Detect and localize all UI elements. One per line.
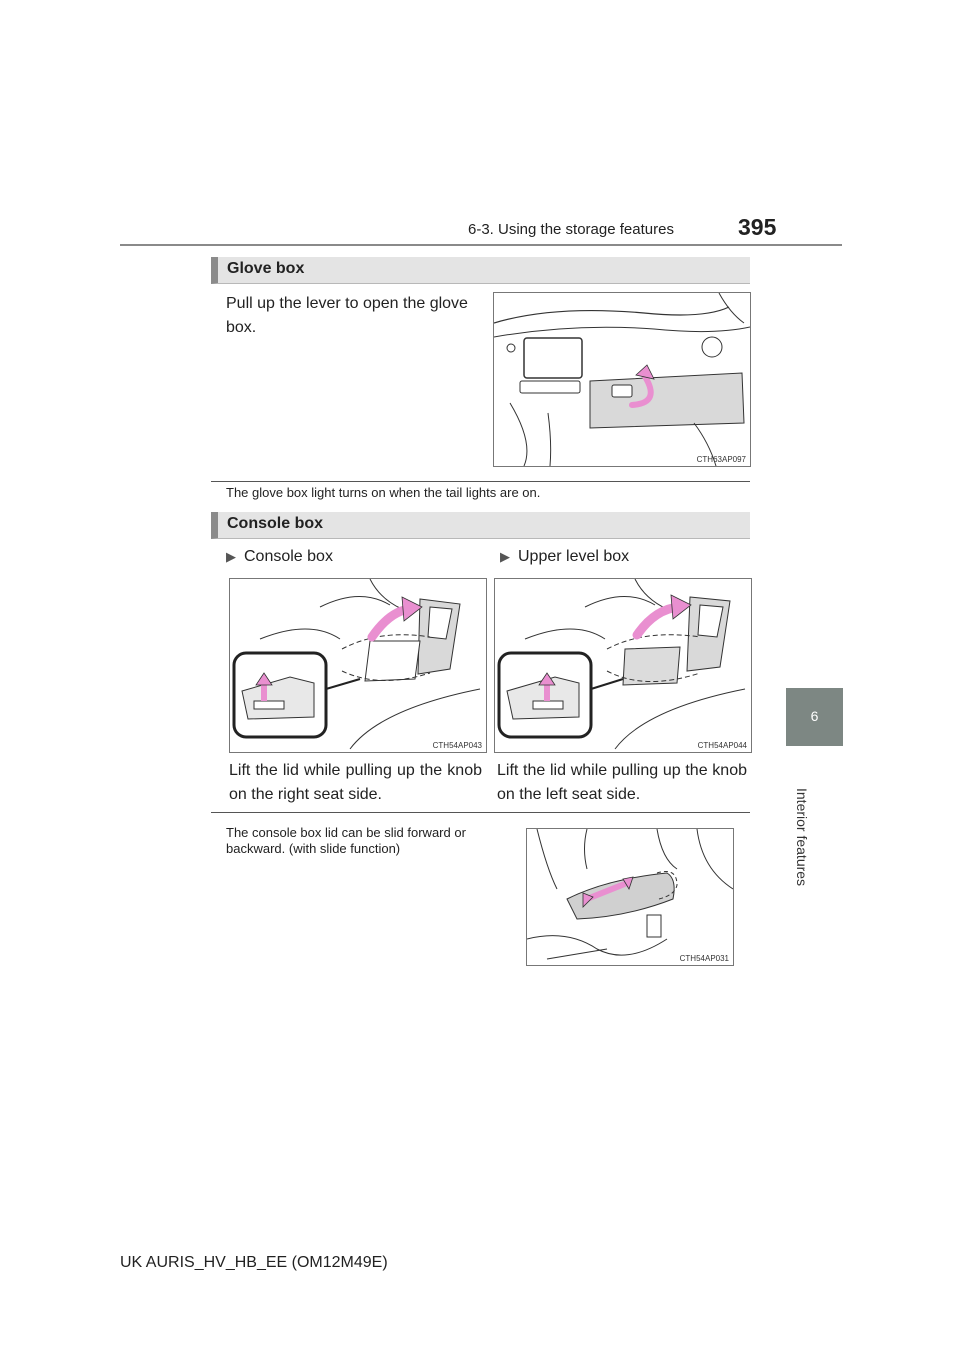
- glove-box-instruction: Pull up the lever to open the glove box.: [226, 295, 468, 336]
- glove-box-heading-text: Glove box: [227, 260, 305, 277]
- slide-lid-illustration: [527, 829, 733, 965]
- console-box-label-text: Console box: [244, 548, 333, 565]
- footer-model-code: UK AURIS_HV_HB_EE (OM12M49E): [120, 1254, 388, 1271]
- header-divider: [120, 244, 842, 246]
- figure-code: CTH54AP043: [432, 741, 482, 750]
- bullet-triangle-icon: ▶: [226, 549, 236, 564]
- upper-level-box-label: [500, 545, 629, 569]
- glove-box-illustration: [494, 293, 750, 466]
- chapter-tab: [786, 688, 843, 746]
- upper-level-box-illustration: [495, 579, 751, 752]
- figure-code: CTH63AP097: [696, 455, 746, 464]
- console-box-heading: [211, 512, 750, 539]
- divider: [211, 812, 750, 813]
- glove-box-heading: [211, 257, 750, 284]
- upper-level-box-label-text: Upper level box: [518, 548, 630, 565]
- chapter-number: 6: [810, 708, 819, 724]
- page-number: 395: [738, 214, 777, 240]
- figure-code: CTH54AP044: [697, 741, 747, 750]
- console-box-figure: [229, 578, 487, 753]
- console-box-illustration: [230, 579, 486, 752]
- upper-level-box-instruction: Lift the lid while pulling up the knob on the left seat side.: [497, 762, 747, 803]
- console-box-instruction: Lift the lid while pulling up the knob on the right seat side.: [229, 762, 482, 803]
- console-box-note: The console box lid can be slid forward or backward. (with slide function): [226, 825, 466, 856]
- slide-lid-figure: [526, 828, 734, 966]
- console-box-label: [226, 545, 333, 569]
- glove-box-note: The glove box light turns on when the tail lights are on.: [226, 485, 541, 500]
- upper-level-box-figure: [494, 578, 752, 753]
- console-box-heading-text: Console box: [227, 515, 324, 532]
- bullet-triangle-icon: ▶: [500, 549, 510, 564]
- chapter-title: Interior features: [794, 788, 810, 887]
- section-header: 6-3. Using the storage features: [468, 221, 674, 238]
- glove-box-figure: [493, 292, 751, 467]
- figure-code: CTH54AP031: [679, 954, 729, 963]
- divider: [211, 481, 750, 482]
